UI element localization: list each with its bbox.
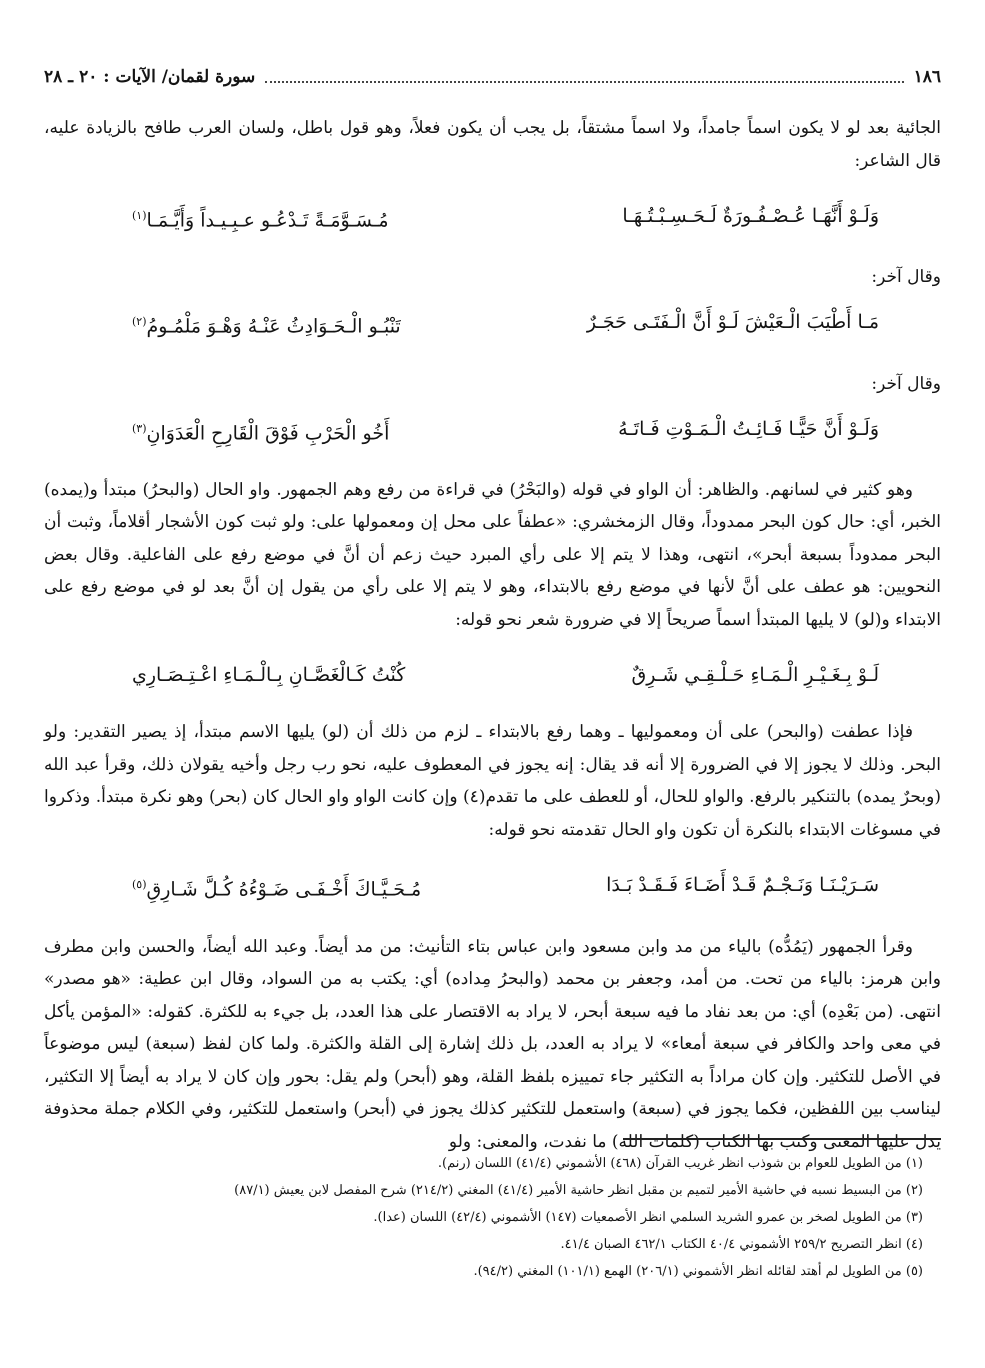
footnote-ref-1[interactable]: (١) xyxy=(132,209,147,222)
footnote-1: (١) من الطويل للعوام بن شوذب انظر غريب القرآن (٤٦٨) الأشموني (٤١/٤) اللسان (رنم). xyxy=(437,1156,923,1171)
verse-2-second-hemistich xyxy=(132,303,401,345)
verse-3-first-hemistich: وَلَـوْ أَنَّ حَيًّـا فَـائِـتُ الْـمَـوْتِ فَـاتَـهُ xyxy=(618,417,879,440)
surah-title: سورة لقمان/ الآيات : ٢٠ ـ ٢٨ xyxy=(44,67,256,87)
verse-2-first-hemistich: مَـا أَطْيَبَ الْـعَيْشَ لَـوْ أَنَّ الْـفَتَـى حَجَـرٌ xyxy=(586,311,879,334)
footnote-4: (٤) انظر التصريح ٢٥٩/٢ الأشموني ٤٠/٤ الكتاب ٤٦٢/١ الصبان ٤١/٤. xyxy=(560,1237,923,1252)
paragraph-2: فإذا عطفت (والبحر) على أن ومعموليها ـ وهما رفع بالابتداء ـ لزم من ذلك أن (لو) يليها الاسم مبتدأ، إذ يصير التقدير: ولو البحر. وذلك لا يجوز إلا في الضرورة إلا أنه قد يقال: إنه يجوز في المعطوف عليه، نحو رب رجل وأخيه يقولان ذلك، وقرأ عبد الله (وبحرٌ يمده) بالتنكير بالرفع. والواو للحال، أو للعطف على ما تقدم(٤) وإن كانت الواو واو الحال كان (بحر) وهو نكرة مبتدأ. وذكروا في مسوغات الابتداء بالنكرة أن تكون واو الحال تقدمته نحو قوله: xyxy=(44,722,941,840)
another-poet-label-2: وقال آخر: xyxy=(871,373,941,394)
another-poet-label-1: وقال آخر: xyxy=(871,267,941,288)
verse-1-second-text: مُـسَـوَّمَـةً تَـدْعُـو عـبِـيـداً وَأَيَّـمَـا xyxy=(146,209,389,232)
poem-verse-1 xyxy=(44,197,941,239)
footnote-3: (٣) من الطويل لصخر بن عمرو الشريد السلمي انظر الأصمعيات (١٤٧) الأشموني (٤٢/٤) اللسان (عدا). xyxy=(373,1210,923,1225)
main-text xyxy=(44,112,941,1158)
verse-1-first-hemistich: وَلَـوْ أَنَّهَـا عُـصْـفُـورَةٌ لَـحَـسِـبْـتُـهَـا xyxy=(622,205,879,227)
poem-verse-3 xyxy=(44,410,941,452)
verse-1-second-hemistich xyxy=(132,197,389,239)
paragraph-1: وهو كثير في لسانهم. والظاهر: أن الواو في قوله (والبَحْرُ) في قراءة من رفع وهم الجمهور. واو الحال (والبحرُ) مبتدأ و(يمده) الخبر، أي: حال كون البحر ممدوداً، وقال الزمخشري: «عطفاً على محل إن ومعمولها على: ولو ثبت كون الأشجار أقلاماً، وثبت أن البحر ممدوداً بسبعة أبحر»، انتهى، وهذا لا يتم إلا على رأي المبرد حيث زعم أن أنَّ في موضع رفع على الفاعلية. وقال بعض النحويين: هو عطف على أنَّ لأنها في موضع رفع بالابتداء، وهو لا يتم إلا على رأي من يقول إن أنَّ بعد لو في موضع رفع على الابتداء و(لو) لا يليها المبتدأ اسماً صريحاً إلا في ضرورة شعر نحو قوله: xyxy=(44,479,941,630)
verse-3-second-hemistich xyxy=(132,410,389,452)
page-number: ١٨٦ xyxy=(913,67,941,87)
footnote-separator xyxy=(623,1138,941,1140)
header-dotted-leader xyxy=(265,71,903,83)
footnote-ref-3[interactable]: (٣) xyxy=(132,421,147,435)
verse-2-second-text: تَنْبُـو الْـحَـوَادِثُ عَنْـهُ وَهْـوَ مَلْمُـومُ xyxy=(146,315,401,338)
verse-5-second-text: مُـحَـيَّـاكَ أَخْـفَـى ضَـوْءُهُ كُـلَّ شَـارِقِ xyxy=(146,878,422,901)
paragraph-3: وقرأ الجمهور (يَمُدُّه) بالياء من مد وابن مسعود وابن عباس بتاء التأنيث: من مد أيضاً. وعبد الله أيضاً، والحسن وابن مطرف وابن هرمز: بالياء من تحت. من أمد، وجعفر بن محمد (والبحرُ مِداده) أي: يكتب به من السواد، وقال ابن عطية: «هو مصدر» انتهى. (من بَعْدِه) أي: من بعد نفاد ما فيه سبعة أبحر، لا يراد به الاقتصار على هذا العدد، بل جيء به للكثرة. كقوله: «المؤمن يأكل في معى واحد والكافر في سبعة أمعاء» لا يراد به العدد، بل ذلك إشارة إلى القلة والكثرة. ولما كان لفظ (سبعة) ليس موضوعاً في الأصل للتكثير. وإن كان مراداً به التكثير جاء تمييزه بلفظ القلة، وهو (أبحر) ولم يقل: بحور وإن كان لا يراد به أيضاً إلا التكثير، ليناسب بين اللفظين، فكما يجوز في (سبعة) واستعمل للتكثير كذلك يجوز في (أبحر) واستعمل للتكثير، وفي الكلام جملة محذوفة يدل عليها المعنى وكتب بها الكتاب (كلمات الله) ما نفدت، والمعنى: ولو xyxy=(44,936,941,1152)
verse-4-second-hemistich: كُنْتُ كَـالْغَصَّـانِ بِـالْـمَـاءِ اعْـتِـصَـارِي xyxy=(132,664,406,687)
verse-3-second-text: أَخُو الْحَرْبِ فَوْقَ الْقَارِحِ الْعَدَوَانِ xyxy=(146,421,390,444)
footnote-2: (٢) من البسيط نسبه في حاشية الأمير لتميم بن مقبل انظر حاشية الأمير (٤١/٤) المغني (٢١٤/٢) شرح المفصل لابن يعيش (٨٧/١) xyxy=(234,1183,923,1198)
running-header xyxy=(44,64,941,90)
intro-paragraph: الجائية بعد لو لا يكون اسماً جامداً، ولا اسماً مشتقاً، بل يجب أن يكون فعلاً، وهو قول باطل، ولسان العرب طافح بالزيادة عليه، قال الشاعر: xyxy=(44,118,941,171)
footnote-ref-5[interactable]: (٥) xyxy=(132,878,147,892)
footnote-5: (٥) من الطويل لم أهتد لقائله انظر الأشموني (٢٠٦/١) الهمع (١٠١/١) المغني (٩٤/٢). xyxy=(473,1264,923,1279)
footnotes xyxy=(44,1150,923,1285)
footnote-ref-2[interactable]: (٢) xyxy=(132,315,147,329)
verse-5-second-hemistich xyxy=(132,866,421,908)
poem-verse-2 xyxy=(44,303,941,345)
verse-5-first-hemistich: سَـرَيْـنَـا وَنَـجْـمٌ قَـدْ أَضَـاءَ فَـقَـدْ بَـدَا xyxy=(606,874,879,897)
poem-verse-5 xyxy=(44,866,941,908)
verse-4-first-hemistich: لَـوْ بِـغَـيْـرِ الْـمَـاءِ حَـلْـقِـي شَـرِقٌ xyxy=(631,664,879,687)
poem-verse-4 xyxy=(44,656,941,694)
